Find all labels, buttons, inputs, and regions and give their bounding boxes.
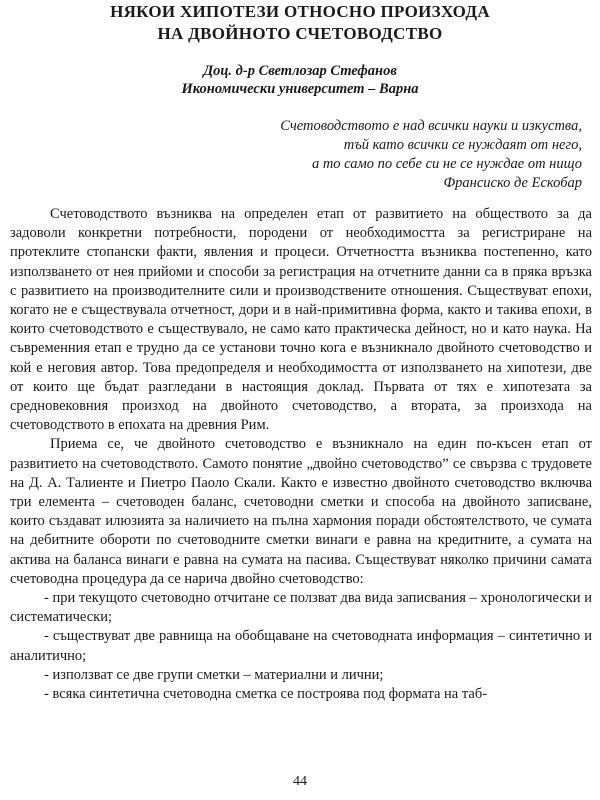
paragraph-2: Приема се, че двойното счетоводство е възникнало на един по-късен етап от развитието на счетоводството. Самото понятие „двойно счетоводство” се свързва с трудовете на Д. А. Талиенте и Пиетро Паоло Скали. Както е известно двойното счетоводство включва три елемента – счетоводен баланс, счетоводни сметки и способа на двойното записване, които създават илюзията за наличието на пълна хармония поради обстоятелството, че сумата на дебитните обороти по счетоводните сметки винаги е равна на кредитните, а сумата на актива на баланса винаги е равна на сумата на пасива. Съществуват няколко причини самата счетоводна процедура да се нарича двойно счетоводство: [10,436,592,587]
page-number: 44 [293,774,307,789]
epigraph-attribution: Франсиско де Ескобар [443,175,582,191]
epigraph [280,117,582,193]
paper-title-line-1: НЯКОИ ХИПОТЕЗИ ОТНОСНО ПРОИЗХОДА [110,2,490,21]
author-name: Доц. д-р Светлозар Стефанов [203,63,397,79]
author-affiliation: Икономически университет – Варна [181,81,419,97]
list-item: - съществуват две равнища на обобщаване на счетоводната информация – синтетично и аналитично; [10,628,592,664]
epigraph-line: тъй като всички се нуждаят от него, [343,137,582,153]
epigraph-line: Счетоводството е над всички науки и изкуства, [280,118,582,134]
list-item: - всяка синтетична счетоводна сметка се построява под формата на таб- [44,686,488,703]
body-text [10,205,592,704]
paragraph-1: Счетоводството възниква на определен етап от развитието на обществото за да задоволи конкретни потребности, породени от необходимостта за регистриране на протеклите стопански факти, явления и процеси. Отчетността възниква постепенно, като използването от нея прийоми и способи за регистрация на отчетните данни са в пряка връзка с развитието на производителните сили и производствените отношения. Съществуват епохи, когато не е съществувала отчетност, дори и в най-примитивна форма, както и такива епохи, в които счетоводството е съществувало, не само като практическа дейност, но и като наука. На съвременния етап е трудно да се установи точно кога е възникнало двойното счетоводство и кой е неговия автор. Това предопределя и необходимостта от използването на хипотези, две от които ще бъдат разгледани в настоящия доклад. Първата от тях е хипотезата за средновековния произход на двойното счетоводство, а втората, за произхода на счетоводството в епохата на древния Рим. [10,206,592,434]
list-item: - използват се две групи сметки – материални и лични; [44,666,384,683]
paper-title-line-2: НА ДВОЙНОТО СЧЕТОВОДСТВО [157,24,443,43]
epigraph-line: а то само по себе си не се нуждае от нищо [311,156,582,172]
list-item: - при текущото счетоводно отчитане се ползват два вида записвания – хронологически и систематически; [10,590,592,626]
